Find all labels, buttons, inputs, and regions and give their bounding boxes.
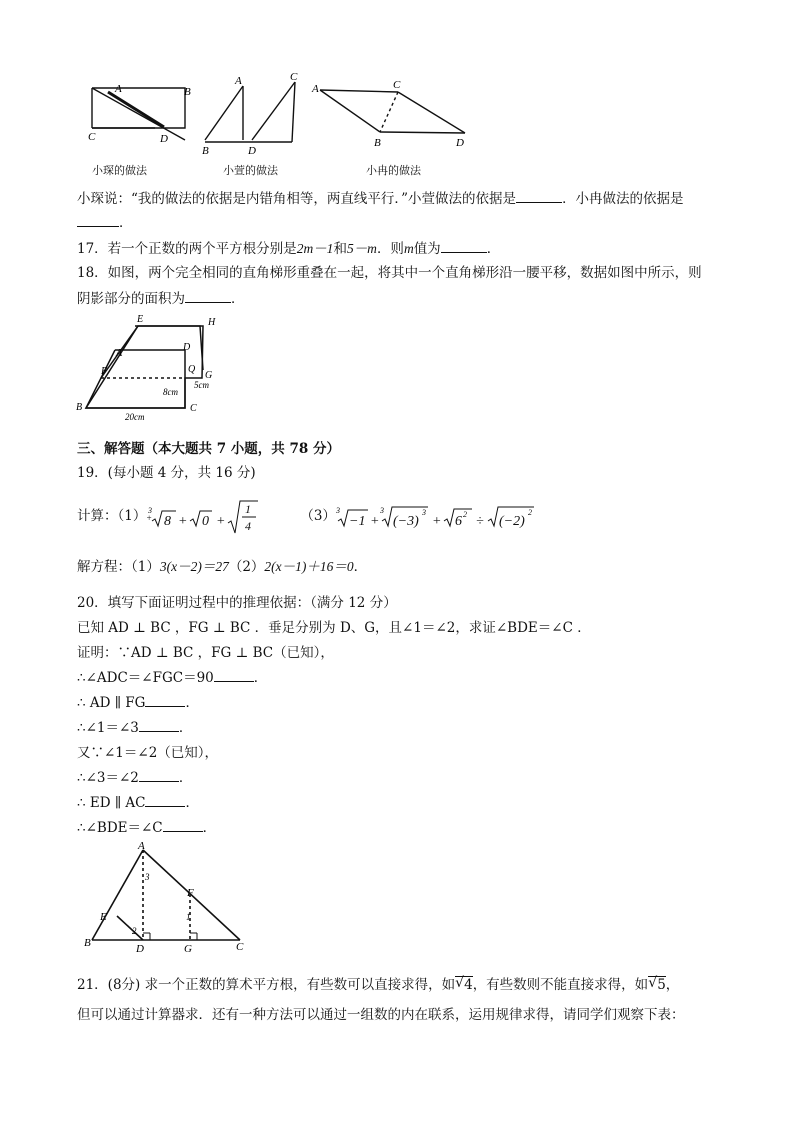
q20-label-a: A bbox=[138, 840, 145, 852]
q16-blank2 bbox=[77, 212, 119, 227]
q19-solve-line bbox=[77, 556, 367, 578]
q19-calc-label: 计算：（1） bbox=[77, 508, 147, 524]
q19-solve-label: 解方程：（1） bbox=[77, 559, 160, 575]
q20-header: 20．填写下面证明过程中的推理依据：（满分 12 分） bbox=[77, 595, 397, 611]
svg-text:3: 3 bbox=[421, 507, 426, 517]
fig3-label-b: B bbox=[374, 137, 381, 149]
svg-text:2: 2 bbox=[527, 507, 532, 517]
q16-text2: ．小冉做法的依据是 bbox=[562, 191, 684, 207]
q17-text1: 17．若一个正数的两个平方根分别是 bbox=[77, 241, 297, 257]
q18-line2 bbox=[77, 288, 245, 310]
q20-label-b: B bbox=[84, 937, 91, 949]
q20-figure bbox=[80, 840, 260, 955]
svg-text:(−3): (−3) bbox=[392, 513, 419, 529]
q20-step-6: ∴ ED ∥ AC ． bbox=[77, 792, 199, 814]
svg-text:2: 2 bbox=[462, 509, 467, 519]
q19-expr-3 bbox=[336, 499, 556, 535]
section3-title: 三、解答题（本大题共 7 小题，共 78 分） bbox=[77, 441, 340, 457]
svg-text:3: 3 bbox=[148, 505, 153, 515]
q18-label-5cm: 5cm bbox=[194, 380, 209, 390]
q19-calc-part3-label: （3） bbox=[300, 508, 336, 524]
q17-text2: ．则 bbox=[376, 241, 404, 257]
q19-expr-1 bbox=[146, 499, 300, 535]
q18-blank bbox=[185, 288, 231, 303]
q17-blank bbox=[441, 238, 487, 253]
fig1-label-b: B bbox=[184, 86, 191, 98]
q18-line1: 18．如图，两个完全相同的直角梯形重叠在一起，将其中一个直角梯形沿一腰平移，数据如图中所示，则 bbox=[77, 265, 702, 281]
q20-step-3: ∴∠1＝∠3 ． bbox=[77, 717, 192, 739]
q20-blank bbox=[163, 817, 203, 832]
fig1-label-d: D bbox=[160, 133, 168, 145]
fig-xiaoran bbox=[320, 90, 465, 133]
q20-label-e: E bbox=[100, 911, 107, 923]
fig2-label-a: A bbox=[235, 75, 242, 87]
q18-figure bbox=[70, 312, 230, 422]
q20-label-1: 1 bbox=[186, 912, 191, 922]
fig2-label-b: B bbox=[202, 145, 209, 157]
q21-line1 bbox=[77, 974, 679, 996]
svg-text:÷: ÷ bbox=[475, 513, 484, 529]
q21-sqrt5-val: 5 bbox=[657, 977, 666, 993]
fig2-label-d: D bbox=[248, 145, 256, 157]
q20-given: 已知 AD ⊥ BC ，FG ⊥ BC ．垂足分别为 D、G，且∠1＝∠2，求证∠BDE＝∠C ． bbox=[77, 620, 591, 636]
q18-label-q: Q bbox=[188, 364, 196, 375]
q20-step-text: ∴∠ADC＝∠FGC＝90 bbox=[77, 670, 214, 686]
q17-end: ． bbox=[486, 241, 501, 257]
q20-label-2: 2 bbox=[132, 926, 137, 936]
q19-eq2-label: （2） bbox=[228, 559, 265, 575]
q20-label-3: 3 bbox=[145, 872, 150, 882]
q20-step-text: ∴ AD ∥ FG bbox=[77, 695, 146, 711]
q20-step-text: ∴ ED ∥ AC bbox=[77, 795, 146, 811]
q20-blank bbox=[214, 667, 254, 682]
q21-text1: 21．(8分) 求一个正数的算术平方根，有些数可以直接求得，如 bbox=[77, 977, 456, 993]
q19-end: ． bbox=[353, 559, 368, 575]
q20-label-g: G bbox=[184, 943, 192, 955]
q17-and: 和 bbox=[333, 241, 347, 257]
fig3-label-d: D bbox=[456, 137, 464, 149]
q18-label-8cm: 8cm bbox=[163, 387, 178, 397]
q20-label-c: C bbox=[236, 941, 244, 953]
caption-xiaochen: 小琛的做法 bbox=[92, 164, 147, 177]
q21-line2: 但可以通过计算器求．还有一种方法可以通过一组数的内在联系，运用规律求得，请同学们观察下表： bbox=[77, 1007, 685, 1023]
q20-label-f: F bbox=[187, 887, 194, 899]
q19-calc-line bbox=[77, 496, 556, 536]
caption-xiaoran: 小冉的做法 bbox=[366, 164, 421, 177]
q18-end: ． bbox=[231, 291, 245, 307]
q17-expr2: 5－m bbox=[346, 241, 377, 256]
q18-label-d: D bbox=[183, 342, 191, 353]
q18-label-f: F bbox=[101, 366, 108, 377]
svg-text:+: + bbox=[431, 513, 442, 529]
q18-label-b: B bbox=[76, 402, 83, 413]
q20-step-1: ∴∠ADC＝∠FGC＝90 ． bbox=[77, 667, 267, 689]
q17-line bbox=[77, 238, 500, 260]
svg-text:1: 1 bbox=[245, 501, 252, 516]
q16-line1 bbox=[77, 188, 684, 210]
q20-step-text: ∴∠3＝∠2 bbox=[77, 770, 139, 786]
fig2-label-c: C bbox=[290, 71, 298, 83]
svg-text:3: 3 bbox=[335, 505, 340, 515]
q20-step-text: ∴∠BDE＝∠C bbox=[77, 820, 163, 836]
q19-eq2: 2(x－1)＋16＝0 bbox=[264, 559, 354, 574]
caption-xiaoxuan: 小萱的做法 bbox=[223, 164, 278, 177]
svg-text:0: 0 bbox=[202, 513, 210, 529]
q20-blank bbox=[145, 792, 185, 807]
q18-text: 阴影部分的面积为 bbox=[77, 291, 185, 307]
svg-text:+: + bbox=[369, 513, 380, 529]
q16-blank1 bbox=[516, 188, 562, 203]
q20-step-text: ∴∠1＝∠3 bbox=[77, 720, 139, 736]
q21-sqrt5: √ 5 bbox=[648, 975, 666, 993]
fig-xiaoxuan bbox=[205, 82, 295, 142]
q18-label-a: A bbox=[116, 348, 123, 359]
q20-blank bbox=[139, 767, 179, 782]
q20-step-5: ∴∠3＝∠2 ． bbox=[77, 767, 192, 789]
fig1-label-c: C bbox=[88, 131, 96, 143]
svg-text:6: 6 bbox=[454, 513, 462, 529]
svg-text:+: + bbox=[146, 512, 153, 523]
q20-blank bbox=[145, 692, 185, 707]
q16-line2 bbox=[77, 212, 133, 234]
q21-sqrt4: √ 4 bbox=[455, 975, 473, 993]
svg-text:+: + bbox=[178, 513, 188, 529]
svg-text:4: 4 bbox=[245, 518, 252, 533]
q21-sqrt4-val: 4 bbox=[464, 977, 473, 993]
q20-step-2: ∴ AD ∥ FG ． bbox=[77, 692, 199, 714]
q20-blank bbox=[139, 717, 179, 732]
fig-xiaochen bbox=[92, 88, 185, 140]
svg-text:+: + bbox=[216, 513, 226, 529]
q17-expr1: 2m－1 bbox=[296, 241, 334, 256]
q20-step-4: 又∵∠1＝∠2（已知）， bbox=[77, 745, 219, 761]
q18-label-h: H bbox=[208, 317, 216, 328]
q21-text3: ， bbox=[665, 977, 680, 993]
q19-header: 19．(每小题 4 分，共 16 分) bbox=[77, 465, 256, 481]
svg-text:8: 8 bbox=[164, 513, 172, 529]
fig3-label-a: A bbox=[312, 83, 319, 95]
q18-label-c: C bbox=[190, 403, 197, 414]
q20-proof-start: 证明：∵AD ⊥ BC ，FG ⊥ BC（已知）， bbox=[77, 645, 334, 661]
q16-text1: 小琛说：“我的做法的依据是内错角相等，两直线平行．”小萱做法的依据是 bbox=[77, 191, 517, 207]
svg-text:(−2): (−2) bbox=[498, 513, 525, 529]
fig1-label-a: A bbox=[115, 83, 122, 95]
q18-label-20cm: 20cm bbox=[125, 412, 145, 422]
q19-eq1: 3(x－2)＝27 bbox=[159, 559, 229, 574]
q17-text3: 值为 bbox=[413, 241, 441, 257]
q20-step-7: ∴∠BDE＝∠C ． bbox=[77, 817, 216, 839]
q18-label-g: G bbox=[205, 370, 213, 381]
q18-label-e: E bbox=[137, 314, 144, 325]
svg-text:3: 3 bbox=[379, 505, 384, 515]
q17-var: m bbox=[403, 241, 414, 256]
q16-text3: ． bbox=[119, 215, 133, 231]
q21-text2: ，有些数则不能直接求得，如 bbox=[472, 977, 649, 993]
svg-text:−1: −1 bbox=[348, 513, 366, 529]
fig3-label-c: C bbox=[393, 79, 401, 91]
q20-label-d: D bbox=[136, 943, 144, 955]
